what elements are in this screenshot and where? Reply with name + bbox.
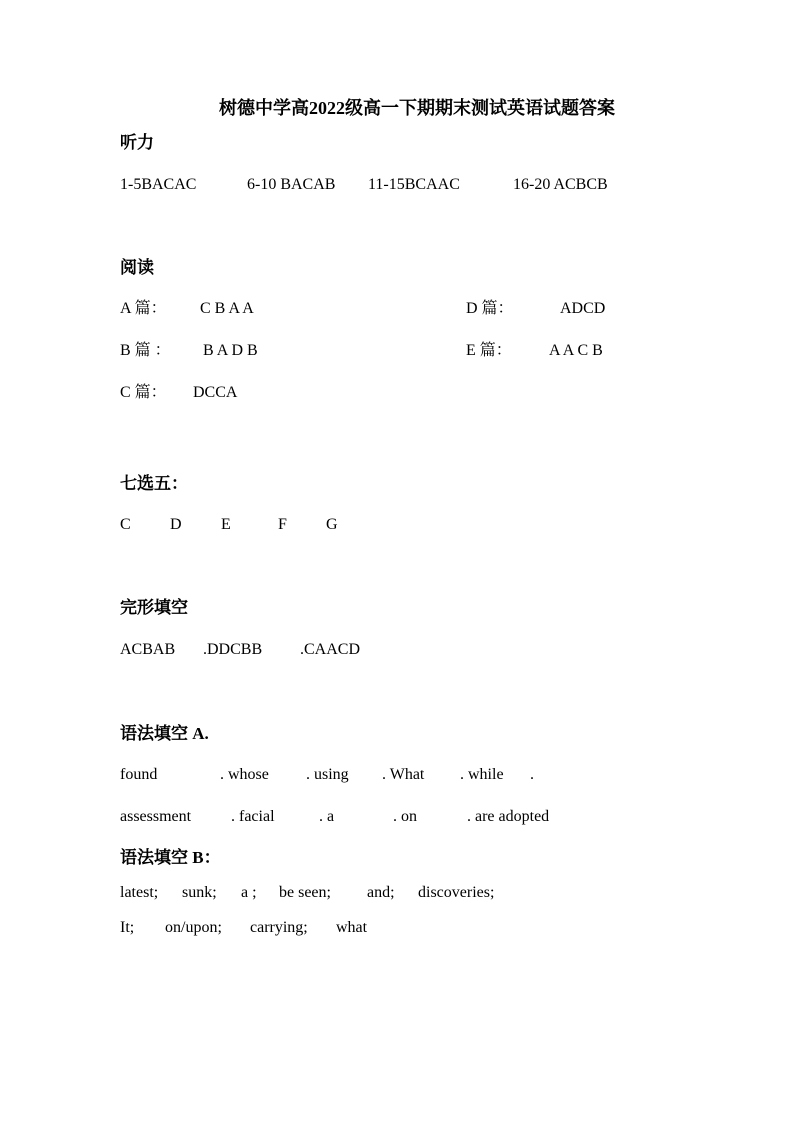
grammar-b-r2-2: on/upon;: [165, 919, 222, 936]
grammar-a-r1-1: found: [120, 766, 158, 783]
grammar-b-r1-3: a ;: [241, 884, 257, 901]
grammar-a-r1-6: .: [530, 766, 534, 783]
listening-answer-1: 1-5BACAC: [120, 176, 197, 193]
grammar-a-r2-5: . are adopted: [467, 808, 550, 825]
grammar-b-r1-6: discoveries;: [418, 884, 495, 901]
reading-b-label: B 篇 ：: [120, 342, 171, 359]
grammar-b-r2-1: It;: [120, 919, 135, 936]
grammar-a-r1-3: . using: [306, 766, 349, 783]
grammar-b-r1-4: be seen;: [279, 884, 331, 901]
reading-heading: 阅读: [120, 258, 154, 277]
grammar-b-heading: 语法填空 B：: [120, 848, 221, 867]
seven-five-answer-2: D: [170, 516, 182, 533]
listening-answer-4: 16-20 ACBCB: [513, 176, 608, 193]
reading-c-answer: DCCA: [193, 384, 238, 401]
page-title: 树德中学高2022级高一下期期末测试英语试题答案: [219, 98, 615, 118]
grammar-b-r1-5: and;: [367, 884, 395, 901]
grammar-b-r2-3: carrying;: [250, 919, 308, 936]
listening-answer-2: 6-10 BACAB: [247, 176, 336, 193]
grammar-a-r2-1: assessment: [120, 808, 192, 825]
cloze-heading: 完形填空: [120, 598, 188, 617]
seven-five-answer-4: F: [278, 516, 287, 533]
reading-b-answer: B A D B: [203, 342, 258, 359]
listening-answer-3: 11-15BCAAC: [368, 176, 460, 193]
reading-a-answer: C B A A: [200, 300, 254, 317]
seven-five-answer-5: G: [326, 516, 338, 533]
reading-a-label: A 篇：: [120, 300, 167, 317]
seven-five-heading: 七选五：: [120, 474, 188, 493]
reading-e-label: E 篇：: [466, 342, 512, 359]
grammar-a-r2-4: . on: [393, 808, 417, 825]
grammar-b-r1-1: latest;: [120, 884, 159, 901]
grammar-b-r2-4: what: [336, 919, 368, 936]
reading-d-label: D 篇：: [466, 300, 514, 317]
listening-heading: 听力: [120, 133, 154, 152]
seven-five-answer-1: C: [120, 516, 131, 533]
grammar-a-r1-5: . while: [460, 766, 504, 783]
reading-e-answer: A A C B: [549, 342, 603, 359]
grammar-a-r2-3: . a: [319, 808, 335, 825]
cloze-answer-1: ACBAB: [120, 641, 176, 658]
grammar-a-r1-4: . What: [382, 766, 425, 783]
cloze-answer-2: .DDCBB: [203, 641, 263, 658]
grammar-a-r1-2: . whose: [220, 766, 269, 783]
reading-d-answer: ADCD: [560, 300, 606, 317]
cloze-answer-3: .CAACD: [300, 641, 361, 658]
grammar-a-heading: 语法填空 A.: [120, 724, 209, 743]
seven-five-answer-3: E: [221, 516, 231, 533]
grammar-b-r1-2: sunk;: [182, 884, 217, 901]
grammar-a-r2-2: . facial: [231, 808, 275, 825]
reading-c-label: C 篇：: [120, 384, 167, 401]
